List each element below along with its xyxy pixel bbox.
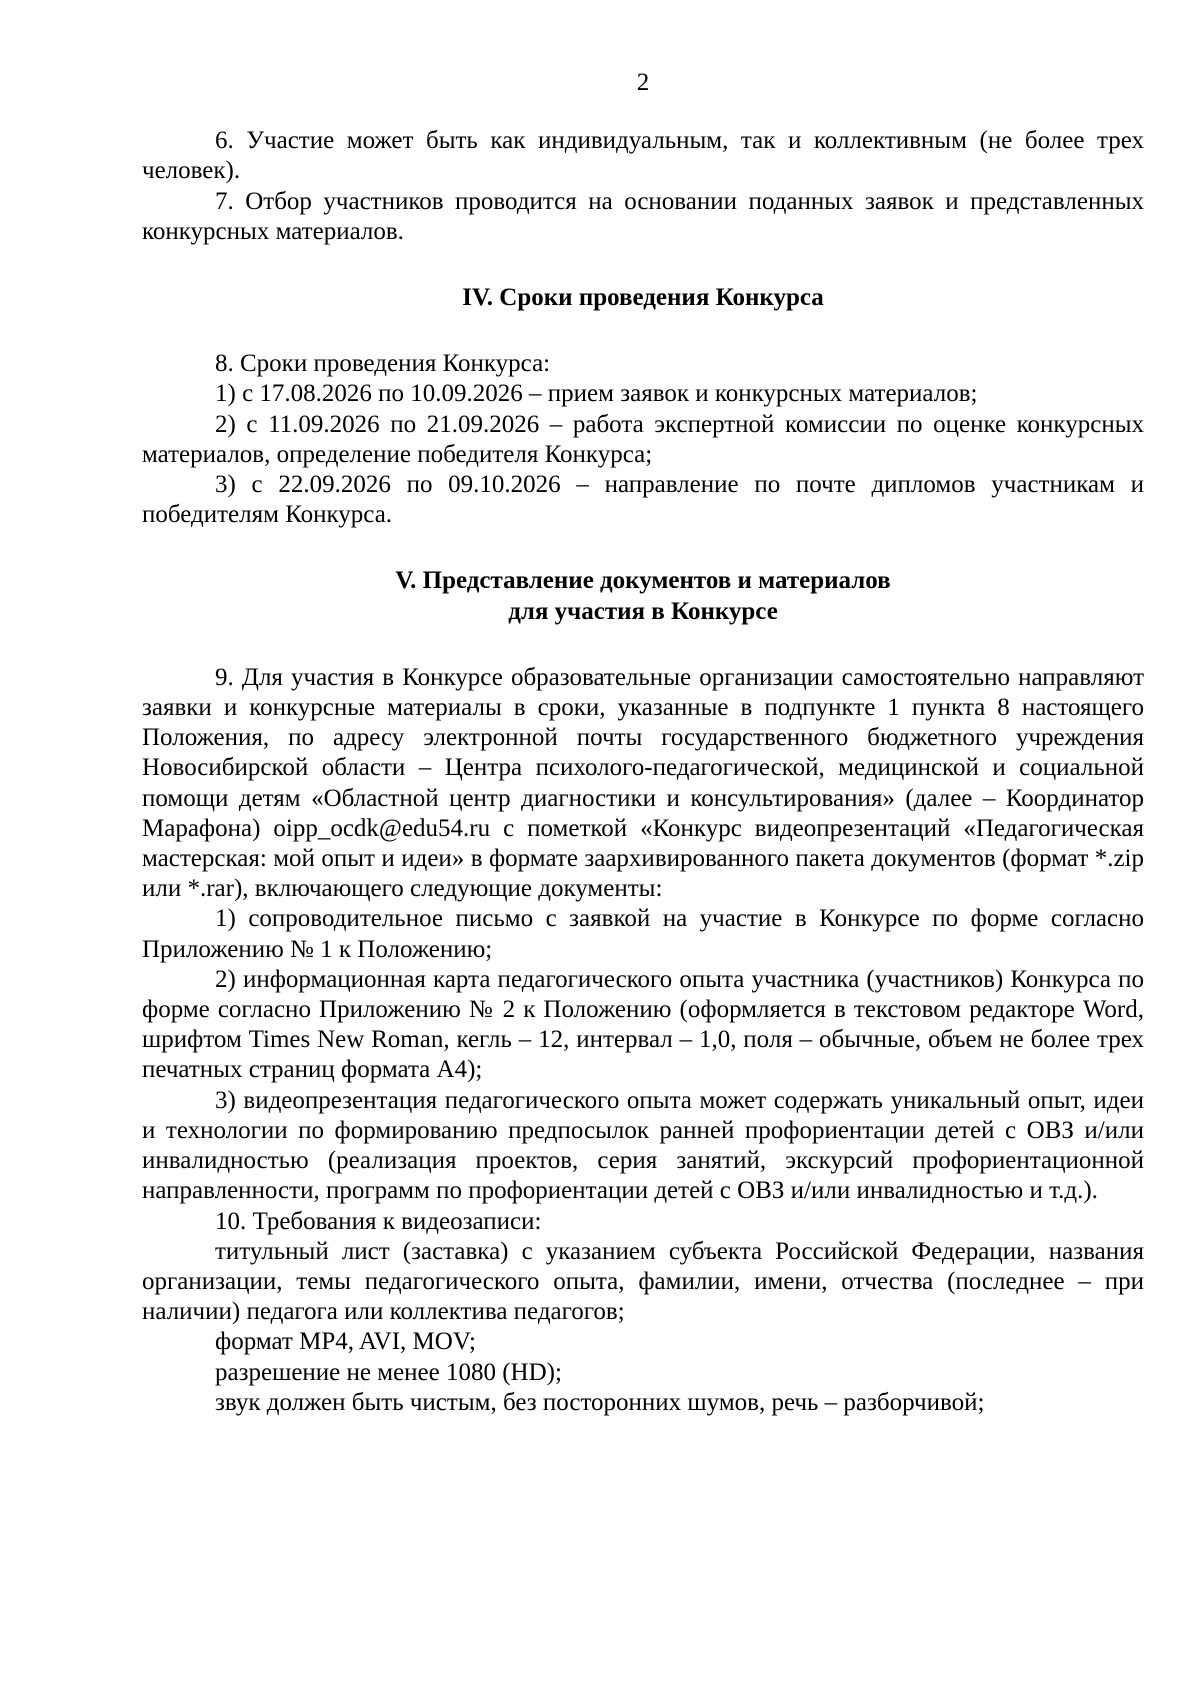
paragraph-8: 8. Сроки проведения Конкурса: [215, 350, 551, 378]
paragraph-10-resolution: разрешение не менее 1080 (HD); [215, 1358, 562, 1386]
section-heading-v-line-2: для участия в Конкурсе [508, 597, 778, 625]
paragraph-8-item-2: 2) с 11.09.2026 по 21.09.2026 – работа экспертной комиссии по оценке конкурсных материалов, определение победителя Конкурса; [142, 410, 1144, 468]
section-heading-iv: IV. Сроки проведения Конкурса [462, 284, 824, 312]
paragraph-6: 6. Участие может быть как индивидуальным, так и коллективным (не более трех человек). [142, 127, 1144, 185]
section-heading-v-line-1: V. Представление документов и материалов [395, 567, 891, 595]
paragraph-9: 9. Для участия в Конкурсе образовательные организации самостоятельно направляют заявки и конкурсные материалы в сроки, указанные в подпункте 1 пункта 8 настоящего Положения, по адресу электронной почты государственного бюджетного учреждения Новосибирской области – Центра психолого-педагогической, медицинской и социальной помощи детям «Областной центр диагностики и консультирования» (далее – Координатор Марафона) oipp_ocdk@edu54.ru с пометкой «Конкурс видеопрезентаций «Педагогическая мастерская: мой опыт и идеи» в формате заархивированного пакета документов (формат *.zip или *.rar), включающего следующие документы: [142, 663, 1144, 903]
paragraph-9-item-2: 2) информационная карта педагогического опыта участника (участников) Конкурса по форме согласно Приложению № 2 к Положению (оформляется в текстовом редакторе Word, шрифтом Times New Roman, кегль – 12, интервал – 1,0, поля – обычные, объем не более трех печатных страниц формата А4); [142, 965, 1144, 1084]
paragraph-8-item-3: 3) с 22.09.2026 по 09.10.2026 – направление по почте дипломов участникам и победителям Конкурса. [142, 471, 1144, 529]
page-number: 2 [636, 69, 650, 96]
paragraph-10-title-page: титульный лист (заставка) с указанием субъекта Российской Федерации, названия организации, темы педагогического опыта, фамилии, имени, отчества (последнее – при наличии) педагога или коллектива педагогов; [142, 1237, 1144, 1326]
section-heading-v [142, 566, 1144, 626]
paragraph-8-item-1: 1) с 17.08.2026 по 10.09.2026 – прием заявок и конкурсных материалов; [215, 380, 978, 408]
paragraph-7: 7. Отбор участников проводится на основании поданных заявок и представленных конкурсных материалов. [142, 187, 1144, 245]
paragraph-10-format: формат MP4, AVI, MOV; [215, 1328, 476, 1356]
paragraph-9-item-1: 1) сопроводительное письмо с заявкой на участие в Конкурсе по форме согласно Приложению № 1 к Положению; [142, 905, 1144, 963]
paragraph-10: 10. Требования к видеозаписи: [215, 1207, 542, 1235]
paragraph-10-sound: звук должен быть чистым, без посторонних шумов, речь – разборчивой; [215, 1388, 985, 1416]
paragraph-9-item-3: 3) видеопрезентация педагогического опыта может содержать уникальный опыт, идеи и технологии по формированию предпосылок ранней профориентации детей с ОВЗ и/или инвалидностью (реализация проектов, серия занятий, экскурсий профориентационной направленности, программ по профориентации детей с ОВЗ и/или инвалидностью и т.д.). [142, 1086, 1144, 1205]
